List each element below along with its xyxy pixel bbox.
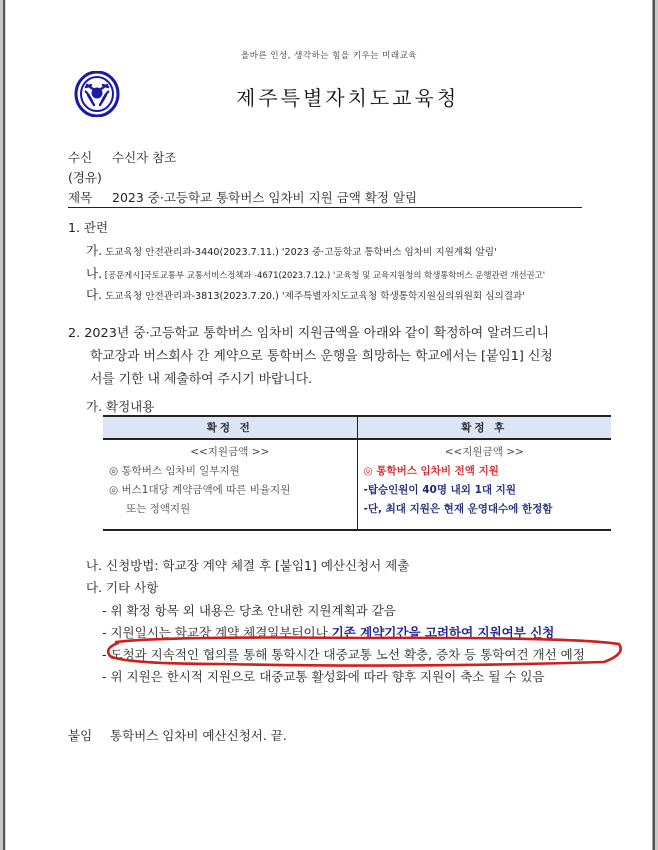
related-item-na xyxy=(86,264,545,282)
window-frame-right xyxy=(652,0,658,850)
organization-title: 제주특별자치도교육청 xyxy=(236,86,460,110)
note-4: - 위 지원은 한시적 지원으로 대중교통 활성화에 따라 향후 지원이 축소 될 수 있음 xyxy=(102,669,545,684)
subject-value: 2023 중·고등학교 통학버스 임차비 지원 금액 확정 알림 xyxy=(112,190,418,205)
section2-line-2: 학교장과 버스회사 간 계약으로 통학버스 운행을 희망하는 학교에서는 [붙임1] 신청 xyxy=(90,349,553,364)
note-1: - 위 확정 항목 외 내용은 당초 안내한 지원계획과 같음 xyxy=(102,603,396,618)
before-line-1: ◎ 통학버스 임차비 일부지원 xyxy=(109,465,240,477)
section2-line-3: 서를 기한 내 제출하여 주시기 바랍니다. xyxy=(90,372,313,387)
subject-line xyxy=(68,188,417,206)
header-divider xyxy=(68,207,582,208)
cell-before xyxy=(103,439,357,530)
before-line-2: ◎ 버스1대당 계약금액에 따른 비율지원 xyxy=(109,484,291,496)
item-text: [공문게시]국토교통부 교통서비스정책과 -4671(2023.7.12.) '교육청 및 교육지원청의 학생통학버스 운행관련 개선권고' xyxy=(104,270,546,280)
slogan: 올바른 인성, 생각하는 힘을 키우는 미래교육 xyxy=(240,51,417,61)
header-before: 확정 전 xyxy=(103,416,357,439)
after-line-2: -단, 최대 지원은 현재 운영대수에 한정함 xyxy=(363,503,553,515)
red-annotation-circle xyxy=(104,634,626,668)
note-3: - 도청과 지속적인 협의를 통해 통학시간 대중교통 노선 확충, 증차 등 통학여건 개선 예정 xyxy=(102,647,585,662)
subsection-a-heading: 가. 확정내용 xyxy=(86,399,155,414)
recipient-value: 수신자 참조 xyxy=(112,150,177,165)
header-after: 확정 후 xyxy=(357,416,611,439)
after-highlight: ◎ 통학버스 임차비 전액 지원 xyxy=(363,465,499,477)
item-marker: 나. xyxy=(86,266,103,281)
attachment-text: 통학버스 임차비 예산신청서. 끝. xyxy=(110,728,287,743)
document-page xyxy=(6,0,652,850)
before-line-3: 또는 정액지원 xyxy=(126,503,191,515)
item-marker: 가. xyxy=(86,243,103,258)
item-text: 도교육청 안전관리과-3813(2023.7.20.) '제주특별자치도교육청 학생통학지원심의위원회 심의결과' xyxy=(105,291,525,302)
subsection-c-heading: 다. 기타 사항 xyxy=(86,580,159,595)
related-item-da xyxy=(86,285,525,303)
emblem-icon xyxy=(74,71,120,117)
section1-heading: 1. 관련 xyxy=(68,220,109,235)
note-2-text: - 지원일시는 학교장 계약 체결일부터이나 xyxy=(102,625,332,640)
section2-line-1: 2. 2023년 중·고등학교 통학버스 임차비 지원금액을 아래와 같이 확정하여 알려드리니 xyxy=(68,326,550,341)
comparison-table xyxy=(103,415,611,531)
subject-label: 제목 xyxy=(68,190,93,205)
recipient-label: 수신 xyxy=(68,150,93,165)
after-line-1: -탑승인원이 40명 내외 1대 지원 xyxy=(363,484,516,496)
related-item-ga xyxy=(86,241,497,259)
before-title: <<지원금액 >> xyxy=(190,446,270,458)
note-2-emphasis: 기존 계약기간을 고려하여 지원여부 신청 xyxy=(331,625,555,640)
via-line xyxy=(68,168,102,186)
cell-after xyxy=(357,439,611,530)
item-marker: 다. xyxy=(86,287,103,302)
after-title: <<지원금액 >> xyxy=(444,446,524,458)
subsection-b: 나. 신청방법: 학교장 계약 체결 후 [붙임1] 예산신청서 제출 xyxy=(86,558,410,573)
attachment-label: 붙임 xyxy=(68,728,93,743)
recipient-line xyxy=(68,148,176,166)
item-text: 도교육청 안전관리과-3440(2023.7.11.) '2023 중·고등학교 통학버스 임차비 지원계획 알림' xyxy=(105,247,497,258)
via-label: (경유) xyxy=(68,170,102,185)
attachment-line xyxy=(68,726,287,744)
